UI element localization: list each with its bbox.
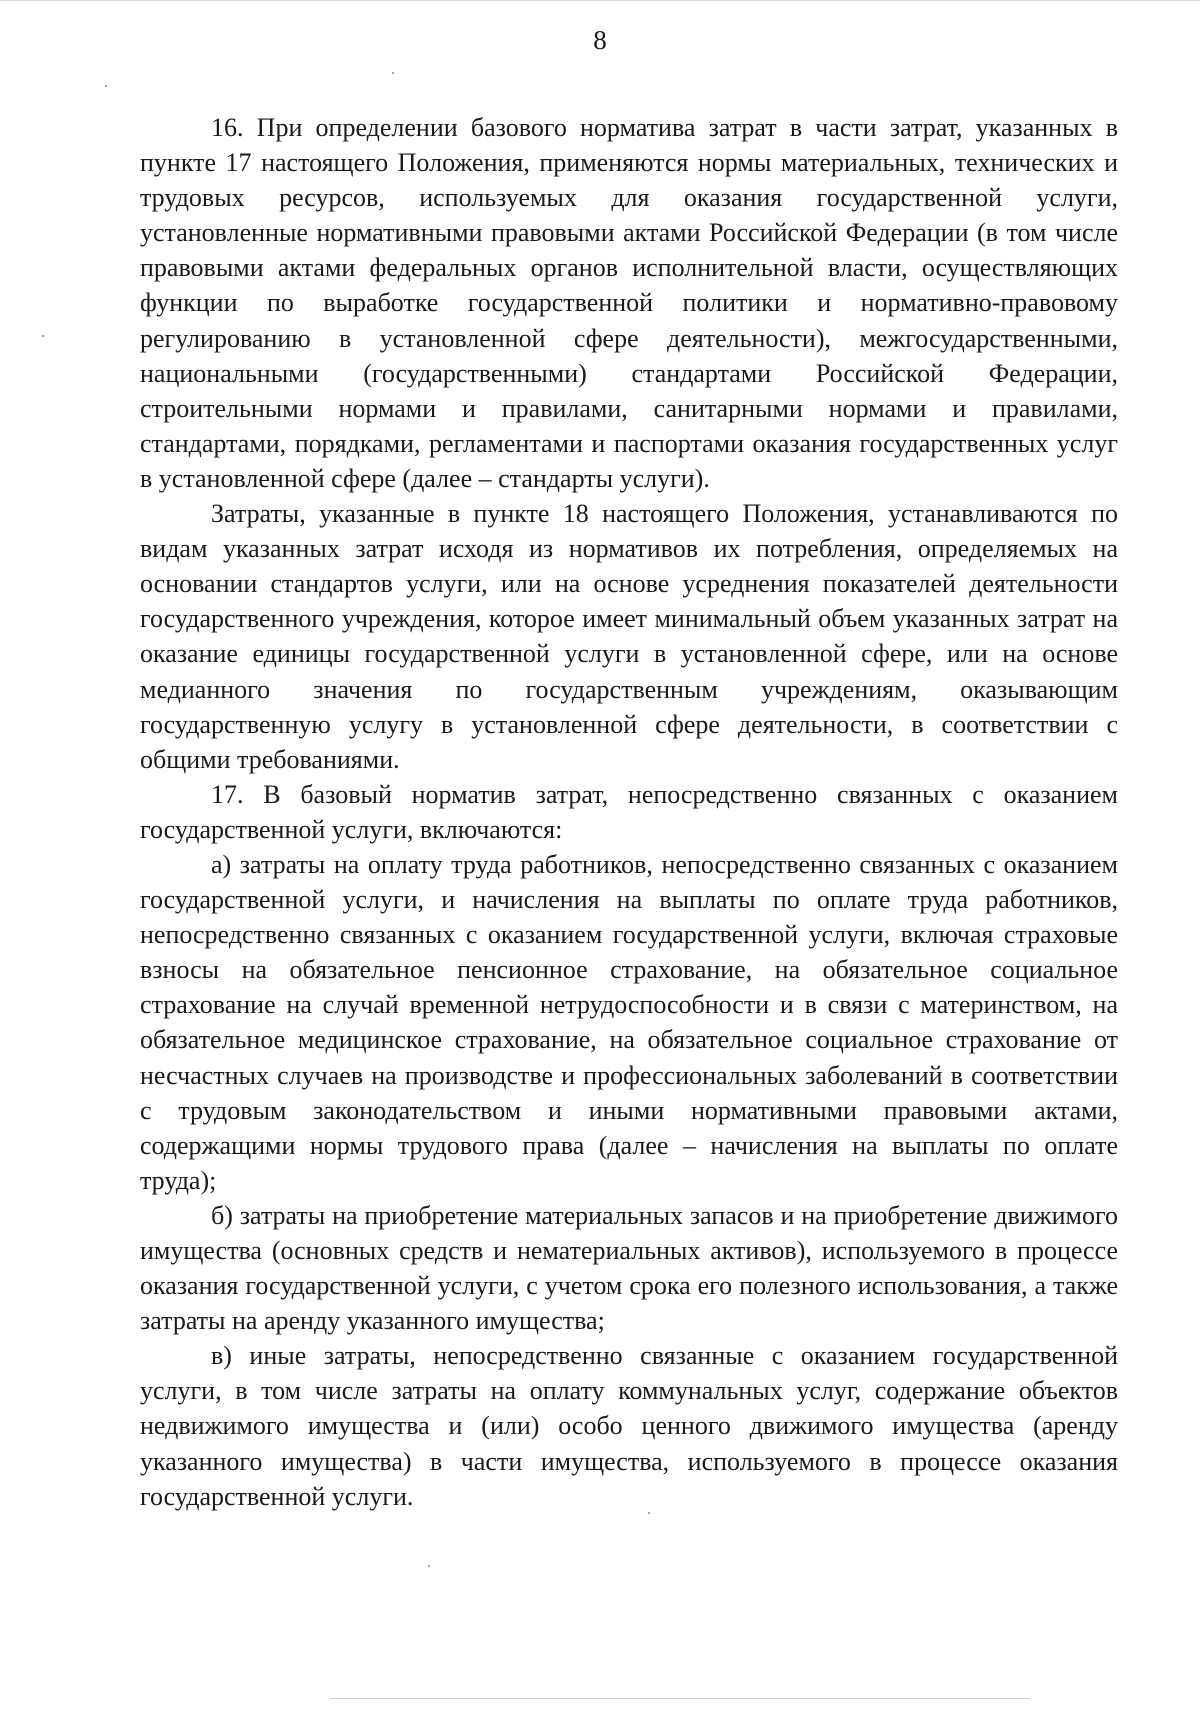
paragraph-17-a: а) затраты на оплату труда работников, непосредственно связанных с оказанием государственной услуги, и начисления на выплаты по оплате труда работников, непосредственно связанных с оказанием государственной услуги, включая страховые взносы на обязательное пенсионное страхование, на обязательное социальное страхование на случай временной нетрудоспособности и в связи с материнством, на обязательное медицинское страхование, на обязательное социальное страхование от несчастных случаев на производстве и профессиональных заболеваний в соответствии с трудовым законодательством и иными нормативными правовыми актами, содержащими нормы трудового права (далее – начисления на выплаты по оплате труда);: [140, 849, 1118, 1195]
scan-edge-bottom: [330, 1698, 1030, 1699]
scan-speck: [648, 1512, 650, 1514]
paragraph-17-b: б) затраты на приобретение материальных запасов и на приобретение движимого имущества (основных средств и нематериальных активов), используемого в процессе оказания государственной услуги, с учетом срока его полезного использования, а также затраты на аренду указанного имущества;: [140, 1200, 1118, 1336]
page-number: 8: [593, 25, 607, 55]
scan-speck: [392, 72, 394, 74]
paragraph-17-v: в) иные затраты, непосредственно связанные с оказанием государственной услуги, в том числе затраты на оплату коммунальных услуг, содержание объектов недвижимого имущества и (или) особо ценного движимого имущества (аренду указанного имущества) в части имущества, используемого в процессе оказания государственной услуги.: [140, 1341, 1118, 1511]
scan-speck: [105, 85, 107, 87]
scan-speck: [428, 1565, 430, 1567]
paragraph-costs-18: Затраты, указанные в пункте 18 настоящего Положения, устанавливаются по видам указанных затрат исходя из нормативов их потребления, определяемых на основании стандартов услуги, или на основе усреднения показателей деятельности государственного учреждения, которое имеет минимальный объем указанных затрат на оказание единицы государственной услуги в установленной сфере, или на основе медианного значения по государственным учреждениям, оказывающим государственную услугу в установленной сфере деятельности, в соответствии с общими требованиями.: [140, 499, 1118, 774]
scan-edge-top: [0, 0, 1200, 1]
document-body: [140, 110, 1118, 1514]
paragraph-17: 17. В базовый норматив затрат, непосредственно связанных с оказанием государственной услуги, включаются:: [140, 779, 1118, 844]
paragraph-16: 16. При определении базового норматива затрат в части затрат, указанных в пункте 17 настоящего Положения, применяются нормы материальных, технических и трудовых ресурсов, используемых для оказания государственной услуги, установленные нормативными правовыми актами Российской Федерации (в том числе правовыми актами федеральных органов исполнительной власти, осуществляющих функции по выработке государственной политики и нормативно-правовому регулированию в установленной сфере деятельности), межгосударственными, национальными (государственными) стандартами Российской Федерации, строительными нормами и правилами, санитарными нормами и правилами, стандартами, порядками, регламентами и паспортами оказания государственных услуг в установленной сфере (далее – стандарты услуги).: [140, 113, 1118, 493]
scan-speck: [42, 335, 44, 337]
